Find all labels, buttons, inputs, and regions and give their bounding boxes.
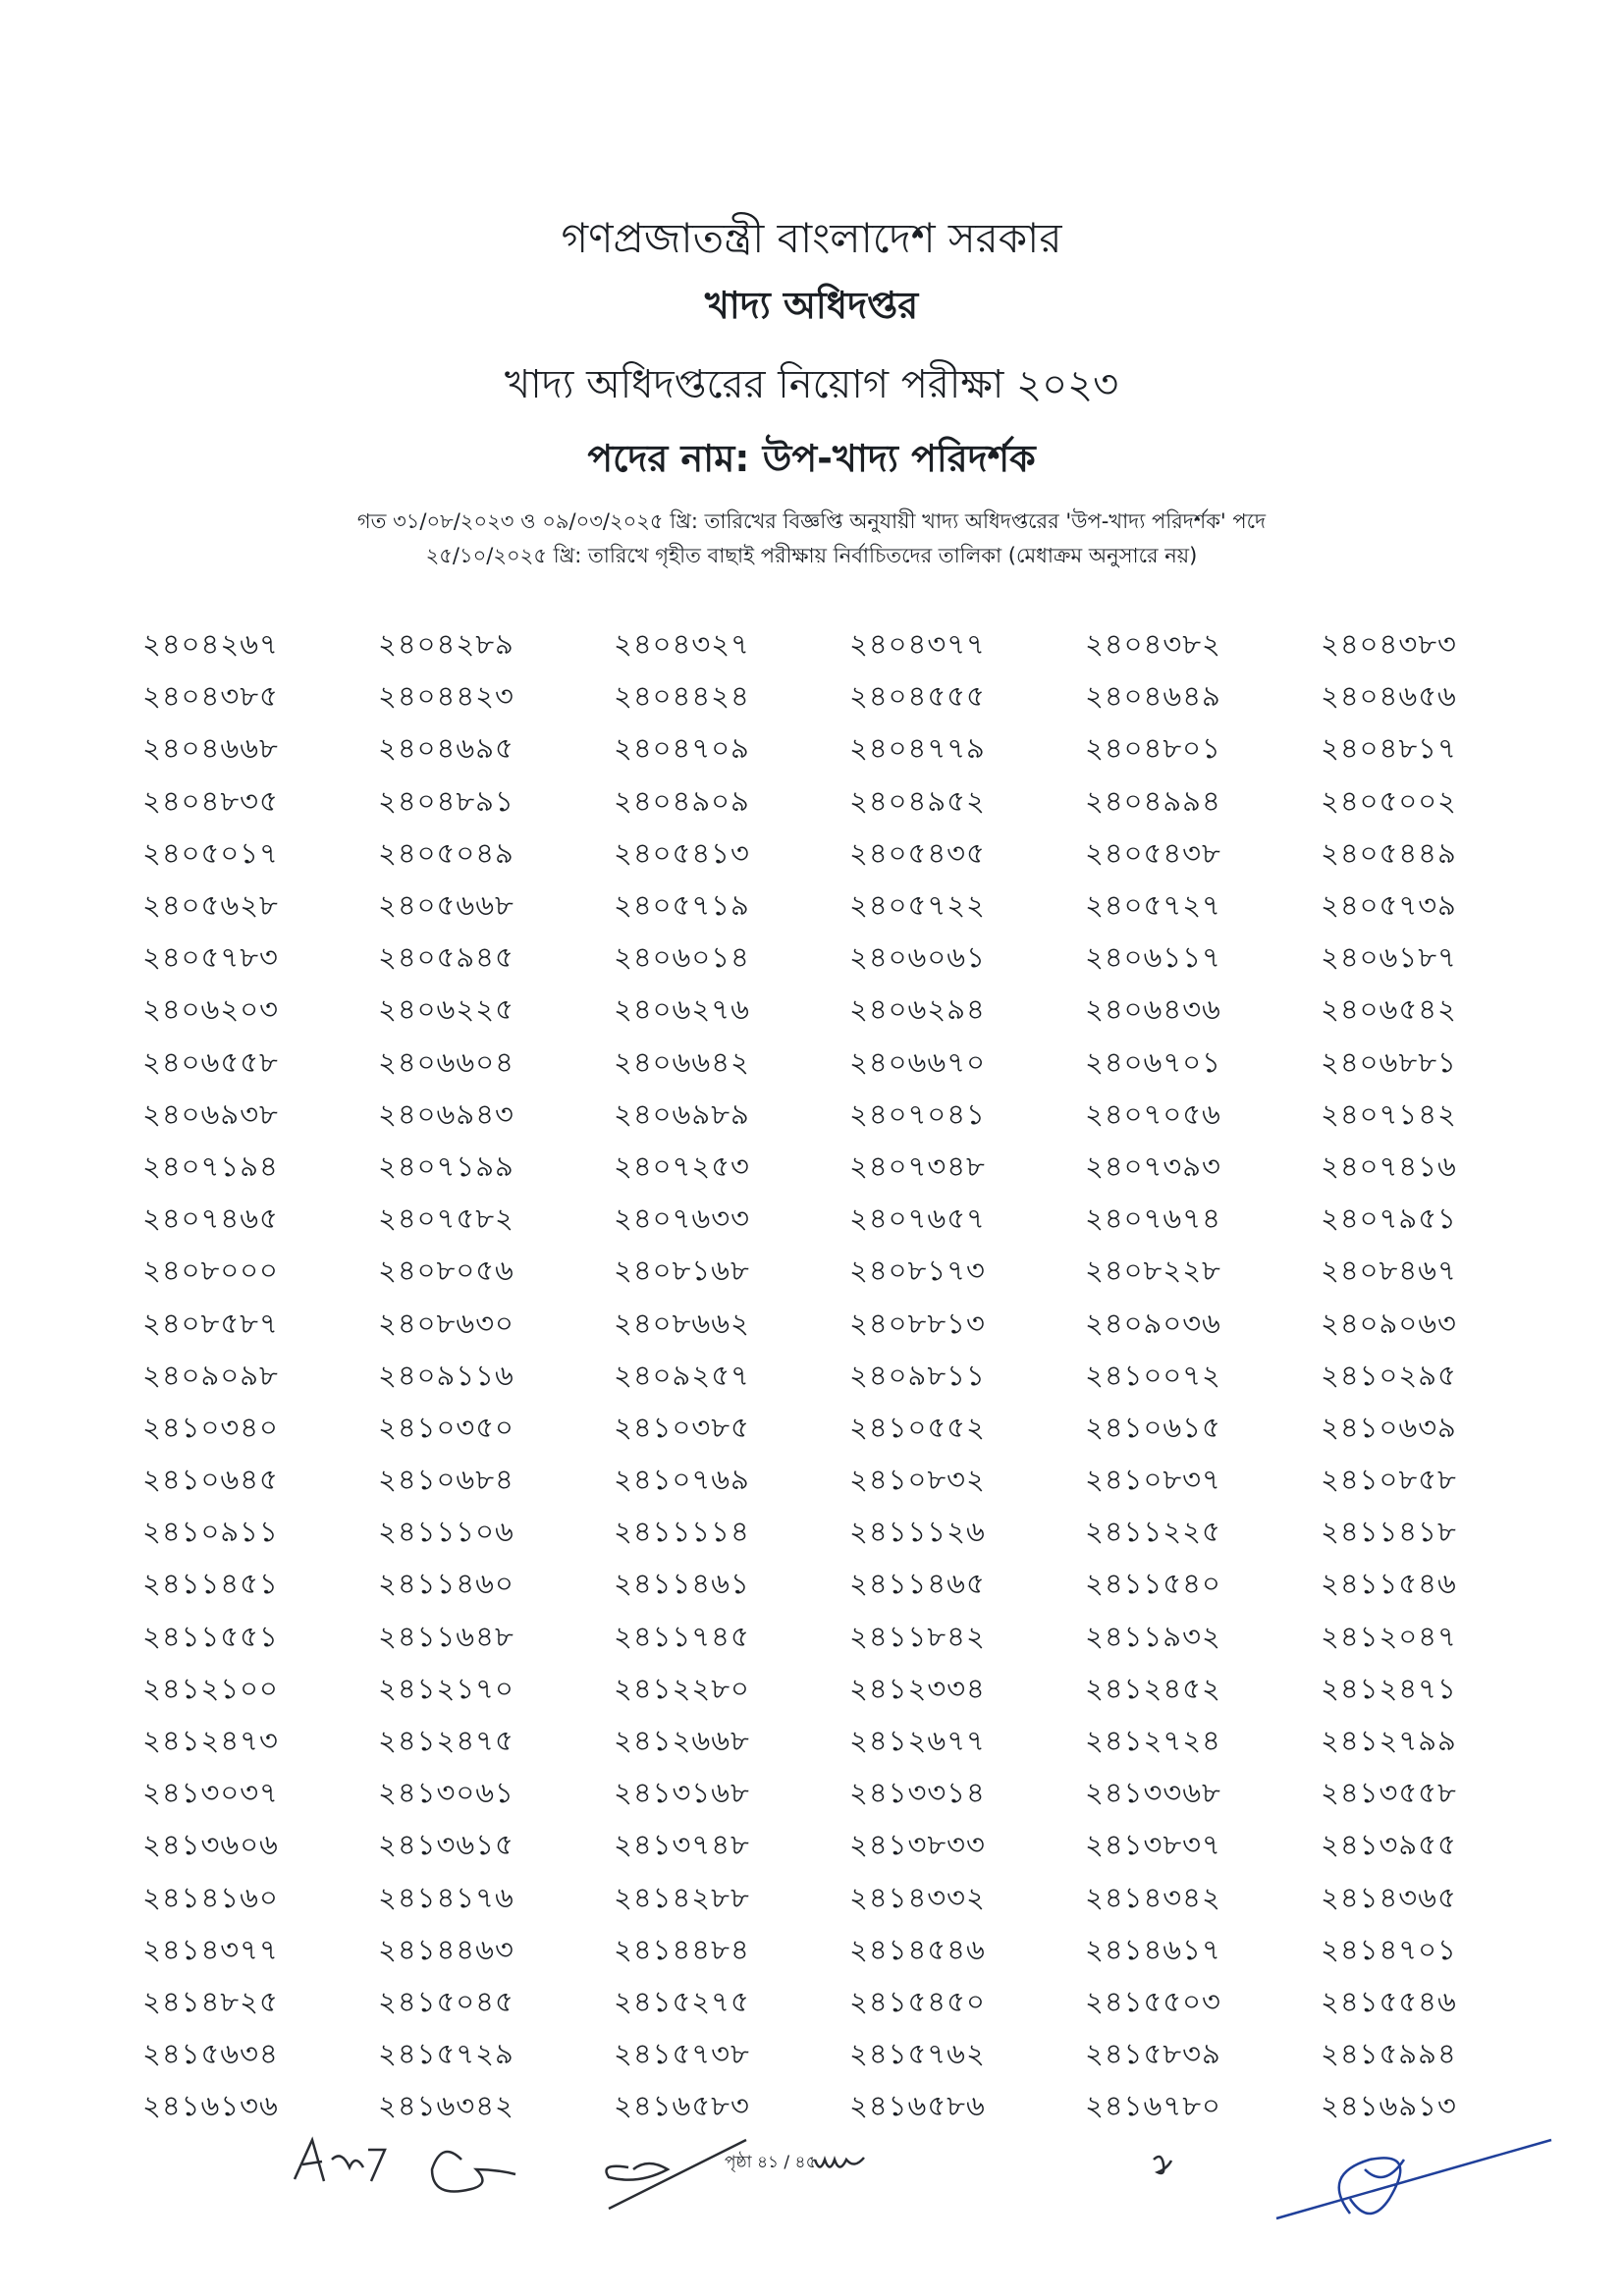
exam-title: খাদ্য অধিদপ্তরের নিয়োগ পরীক্ষা ২০২৩ <box>504 362 1119 407</box>
roll-number: ২৪০৫৬২৮ <box>142 888 279 923</box>
roll-number: ২৪০৮৫৮৭ <box>142 1306 279 1340</box>
roll-number: ২৪১০৩৫০ <box>378 1410 514 1444</box>
roll-number: ২৪১২৭২৪ <box>1085 1724 1221 1758</box>
roll-number: ২৪০৬৮৮১ <box>1321 1044 1457 1079</box>
roll-number: ২৪০৫৯৪৫ <box>378 940 514 975</box>
roll-number: ২৪১৩৮৩৩ <box>849 1828 986 1862</box>
table-row <box>142 1195 1517 1247</box>
roll-number: ২৪০৭০৪১ <box>849 1096 986 1131</box>
table-row <box>142 1613 1517 1665</box>
table-row <box>142 934 1517 986</box>
roll-number: ২৪১৫৭৩৮ <box>614 2037 750 2071</box>
roll-number: ২৪১৩৭৪৮ <box>614 1828 750 1862</box>
table-row <box>142 1978 1517 2030</box>
roll-number: ২৪০৪২৬৭ <box>142 627 279 662</box>
table-row <box>142 1247 1517 1299</box>
roll-number: ২৪০৭১৪২ <box>1321 1096 1457 1131</box>
roll-number: ২৪১৪৪৮৪ <box>614 1932 750 1966</box>
roll-number: ২৪০৬২২৫ <box>378 992 514 1027</box>
roll-number: ২৪০৬৯৪৩ <box>378 1096 514 1131</box>
table-row <box>142 986 1517 1038</box>
roll-number: ২৪০৬২০৩ <box>142 992 279 1027</box>
roll-number: ২৪০৬৬৭০ <box>849 1044 986 1079</box>
roll-number: ২৪০৬০১৪ <box>614 940 750 975</box>
roll-number: ২৪১৩০৬১ <box>378 1776 514 1810</box>
table-row <box>142 1926 1517 1978</box>
roll-number: ২৪১১৯৩২ <box>1085 1619 1221 1653</box>
roll-number: ২৪১১১১৪ <box>614 1515 750 1549</box>
roll-number: ২৪১০৮৩২ <box>849 1463 986 1497</box>
roll-number: ২৪১১৫৪৬ <box>1321 1567 1457 1601</box>
roll-number: ২৪০৬৭০১ <box>1085 1044 1221 1079</box>
roll-number: ২৪০৪৬৬৮ <box>142 731 279 766</box>
roll-number: ২৪০৪৪২৩ <box>378 679 514 714</box>
roll-number: ২৪১৩৫৫৮ <box>1321 1776 1457 1810</box>
roll-number: ২৪০৭২৫৩ <box>614 1148 750 1183</box>
roll-number: ২৪০৫৭৩৯ <box>1321 888 1457 923</box>
roll-number: ২৪০৭৬৭৪ <box>1085 1201 1221 1236</box>
roll-number-table <box>142 620 1517 2134</box>
roll-number: ২৪০৪৩৮৫ <box>142 679 279 714</box>
roll-number: ২৪১১৪৫১ <box>142 1567 279 1601</box>
roll-number: ২৪১১৪৬০ <box>378 1567 514 1601</box>
roll-number: ২৪১৫৫০৩ <box>1085 1984 1221 2018</box>
roll-number: ২৪০৭৩৯৩ <box>1085 1148 1221 1183</box>
roll-number: ২৪১২৪৭১ <box>1321 1671 1457 1705</box>
roll-number: ২৪১০৫৫২ <box>849 1410 986 1444</box>
roll-number: ২৪০৬৫৫৮ <box>142 1044 279 1079</box>
table-row <box>142 777 1517 829</box>
roll-number: ২৪০৮১৬৮ <box>614 1254 750 1288</box>
roll-number: ২৪০৭৪১৬ <box>1321 1148 1457 1183</box>
roll-number: ২৪০৬৬০৪ <box>378 1044 514 1079</box>
roll-number: ২৪০৫৭৮৩ <box>142 940 279 975</box>
roll-number: ২৪১২৭৯৯ <box>1321 1724 1457 1758</box>
table-row <box>142 1874 1517 1926</box>
roll-number: ২৪০৮৬৬২ <box>614 1306 750 1340</box>
roll-number: ২৪১৪৪৬৩ <box>378 1932 514 1966</box>
roll-number: ২৪১২৬৭৭ <box>849 1724 986 1758</box>
roll-number: ২৪১৬৫৮৩ <box>614 2089 750 2123</box>
roll-number: ২৪০৭১৯৪ <box>142 1148 279 1183</box>
roll-number: ২৪১৪৩৬৫ <box>1321 1880 1457 1914</box>
table-row <box>142 1299 1517 1351</box>
roll-number: ২৪০৭৫৮২ <box>378 1201 514 1236</box>
roll-number: ২৪১২৪৫২ <box>1085 1671 1221 1705</box>
table-row <box>142 1821 1517 1873</box>
roll-number: ২৪১৫৭২৯ <box>378 2037 514 2071</box>
post-title: পদের নাম: উপ-খাদ্য পরিদর্শক <box>587 437 1036 480</box>
roll-number: ২৪০৬০৬১ <box>849 940 986 975</box>
roll-number: ২৪১৩১৬৮ <box>614 1776 750 1810</box>
roll-number: ২৪০৪৩৭৭ <box>849 627 986 662</box>
roll-number: ২৪০৫০০২ <box>1321 783 1457 818</box>
roll-number: ২৪১২৪৭৫ <box>378 1724 514 1758</box>
roll-number: ২৪১১৫৪০ <box>1085 1567 1221 1601</box>
table-row <box>142 1404 1517 1456</box>
roll-number: ২৪১০৮৫৮ <box>1321 1463 1457 1497</box>
roll-number: ২৪০৭৬৫৭ <box>849 1201 986 1236</box>
roll-number: ২৪০৮০৫৬ <box>378 1254 514 1288</box>
roll-number: ২৪১০২৯৫ <box>1321 1358 1457 1392</box>
roll-number: ২৪০৬৪৩৬ <box>1085 992 1221 1027</box>
roll-number: ২৪০৫৭১৯ <box>614 888 750 923</box>
roll-number: ২৪১৩৮৩৭ <box>1085 1828 1221 1862</box>
roll-number: ২৪১৬৯১৩ <box>1321 2089 1457 2123</box>
roll-number: ২৪০৮০০০ <box>142 1254 279 1288</box>
roll-number: ২৪০৮২২৮ <box>1085 1254 1221 1288</box>
table-row <box>142 829 1517 881</box>
roll-number: ২৪১৩৯৫৫ <box>1321 1828 1457 1862</box>
roll-number: ২৪০৫৪৩৫ <box>849 835 986 870</box>
roll-number: ২৪০৪৭৭৯ <box>849 731 986 766</box>
roll-number: ২৪১১৫৫১ <box>142 1619 279 1653</box>
roll-number: ২৪০৪৮০১ <box>1085 731 1221 766</box>
government-title: গণপ্রজাতন্ত্রী বাংলাদেশ সরকার <box>561 214 1062 262</box>
roll-number: ২৪১৫৮৩৯ <box>1085 2037 1221 2071</box>
roll-number: ২৪০৭৬৩৩ <box>614 1201 750 1236</box>
roll-number: ২৪০৫০১৭ <box>142 835 279 870</box>
table-row <box>142 881 1517 934</box>
roll-number: ২৪০৬৬৪২ <box>614 1044 750 1079</box>
roll-number: ২৪১০৩৮৫ <box>614 1410 750 1444</box>
roll-number: ২৪১০০৭২ <box>1085 1358 1221 1392</box>
roll-number: ২৪০৪৮৯১ <box>378 783 514 818</box>
table-row <box>142 672 1517 724</box>
table-row <box>142 1456 1517 1508</box>
roll-number: ২৪১২১০০ <box>142 1671 279 1705</box>
roll-number: ২৪০৯০৩৬ <box>1085 1306 1221 1340</box>
roll-number: ২৪১৪৭০১ <box>1321 1932 1457 1966</box>
roll-number: ২৪০৪৬৪৯ <box>1085 679 1221 714</box>
roll-number: ২৪০৯৮১১ <box>849 1358 986 1392</box>
roll-number: ২৪০৪৩২৭ <box>614 627 750 662</box>
roll-number: ২৪০৬২৭৬ <box>614 992 750 1027</box>
roll-number: ২৪১০৩৪০ <box>142 1410 279 1444</box>
roll-number: ২৪১২২৮০ <box>614 1671 750 1705</box>
table-row <box>142 1665 1517 1717</box>
roll-number: ২৪১২৪৭৩ <box>142 1724 279 1758</box>
page-number: পৃষ্ঠা ৪১ / ৪৫ <box>725 2153 817 2172</box>
roll-number: ২৪০৫৪১৩ <box>614 835 750 870</box>
roll-number: ২৪১৪৩৪২ <box>1085 1880 1221 1914</box>
roll-number: ২৪১১৬৪৮ <box>378 1619 514 1653</box>
roll-number: ২৪১১১০৬ <box>378 1515 514 1549</box>
roll-number: ২৪১২১৭০ <box>378 1671 514 1705</box>
table-row <box>142 2030 1517 2082</box>
roll-number: ২৪১৪৫৪৬ <box>849 1932 986 1966</box>
roll-number: ২৪০৬১১৭ <box>1085 940 1221 975</box>
roll-number: ২৪০৮৮১৩ <box>849 1306 986 1340</box>
roll-number: ২৪০৭৩৪৮ <box>849 1148 986 1183</box>
table-row <box>142 620 1517 672</box>
roll-number: ২৪০৪৯৯৪ <box>1085 783 1221 818</box>
roll-number: ২৪০৪৬৫৬ <box>1321 679 1457 714</box>
table-row <box>142 1039 1517 1091</box>
roll-number: ২৪১৬৫৮৬ <box>849 2089 986 2123</box>
roll-number: ২৪১৩৬০৬ <box>142 1828 279 1862</box>
roll-number: ২৪০৬৯৩৮ <box>142 1096 279 1131</box>
roll-number: ২৪১৪৩৩২ <box>849 1880 986 1914</box>
roll-number: ২৪১১৭৪৫ <box>614 1619 750 1653</box>
roll-number: ২৪০৪৮১৭ <box>1321 731 1457 766</box>
roll-number: ২৪০৪৫৫৫ <box>849 679 986 714</box>
table-row <box>142 1560 1517 1612</box>
roll-number: ২৪০৭০৫৬ <box>1085 1096 1221 1131</box>
roll-number: ২৪০৬৯৮৯ <box>614 1096 750 1131</box>
signatures-footer <box>0 2120 1623 2268</box>
roll-number: ২৪১৪৩৭৭ <box>142 1932 279 1966</box>
roll-number: ২৪০৮১৭৩ <box>849 1254 986 1288</box>
roll-number: ২৪০৪৭০৯ <box>614 731 750 766</box>
roll-number: ২৪১১২২৫ <box>1085 1515 1221 1549</box>
roll-number: ২৪১৫৭৬২ <box>849 2037 986 2071</box>
roll-number: ২৪১৪৬১৭ <box>1085 1932 1221 1966</box>
roll-number: ২৪১৬৩৪২ <box>378 2089 514 2123</box>
roll-number: ২৪১১৪১৮ <box>1321 1515 1457 1549</box>
description-line-2: ২৫/১০/২০২৫ খ্রি: তারিখে গৃহীত বাছাই পরীক্ষায় নির্বাচিতদের তালিকা (মেধাক্রম অনুসারে নয়) <box>425 544 1198 567</box>
roll-number: ২৪১০৯১১ <box>142 1515 279 1549</box>
roll-number: ২৪১১৪৬৫ <box>849 1567 986 1601</box>
table-row <box>142 1352 1517 1404</box>
roll-number: ২৪১৪২৮৮ <box>614 1880 750 1914</box>
roll-number: ২৪১৩৩১৪ <box>849 1776 986 1810</box>
roll-number: ২৪০৫৭২৭ <box>1085 888 1221 923</box>
roll-number: ২৪০৯২৫৭ <box>614 1358 750 1392</box>
roll-number: ২৪১৬৭৮০ <box>1085 2089 1221 2123</box>
roll-number: ২৪০৫৪৩৮ <box>1085 835 1221 870</box>
roll-number: ২৪১৪৮২৫ <box>142 1984 279 2018</box>
roll-number: ২৪০৬৫৪২ <box>1321 992 1457 1027</box>
roll-number: ২৪১০৮৩৭ <box>1085 1463 1221 1497</box>
roll-number: ২৪০৪৯৫২ <box>849 783 986 818</box>
roll-number: ২৪০৪২৮৯ <box>378 627 514 662</box>
roll-number: ২৪০৯০৯৮ <box>142 1358 279 1392</box>
department-title: খাদ্য অধিদপ্তর <box>704 284 919 327</box>
roll-number: ২৪১০৬১৫ <box>1085 1410 1221 1444</box>
roll-number: ২৪১৫৬৩৪ <box>142 2037 279 2071</box>
roll-number: ২৪১৫৯৯৪ <box>1321 2037 1457 2071</box>
roll-number: ২৪১৩৬১৫ <box>378 1828 514 1862</box>
roll-number: ২৪১২৬৬৮ <box>614 1724 750 1758</box>
roll-number: ২৪০৪৬৯৫ <box>378 731 514 766</box>
table-row <box>142 1717 1517 1769</box>
roll-number: ২৪১১৮৪২ <box>849 1619 986 1653</box>
roll-number: ২৪১৫৫৪৬ <box>1321 1984 1457 2018</box>
roll-number: ২৪১০৬৩৯ <box>1321 1410 1457 1444</box>
table-row <box>142 724 1517 776</box>
roll-number: ২৪০৫৭২২ <box>849 888 986 923</box>
roll-number: ২৪১১৪৬১ <box>614 1567 750 1601</box>
roll-number: ২৪১২৩৩৪ <box>849 1671 986 1705</box>
roll-number: ২৪০৯১১৬ <box>378 1358 514 1392</box>
roll-number: ২৪১৬১৩৬ <box>142 2089 279 2123</box>
roll-number: ২৪০৪৪২৪ <box>614 679 750 714</box>
roll-number: ২৪০৭৪৬৫ <box>142 1201 279 1236</box>
roll-number: ২৪০৪৩৮৩ <box>1321 627 1457 662</box>
roll-number: ২৪০৫০৪৯ <box>378 835 514 870</box>
table-row <box>142 1143 1517 1195</box>
roll-number: ২৪১০৭৬৯ <box>614 1463 750 1497</box>
roll-number: ২৪০৫৬৬৮ <box>378 888 514 923</box>
roll-number: ২৪১৩০৩৭ <box>142 1776 279 1810</box>
roll-number: ২৪০৮৪৬৭ <box>1321 1254 1457 1288</box>
roll-number: ২৪০৪৯০৯ <box>614 783 750 818</box>
roll-number: ২৪১৪১৬০ <box>142 1880 279 1914</box>
roll-number: ২৪১০৬৪৫ <box>142 1463 279 1497</box>
roll-number: ২৪১০৬৮৪ <box>378 1463 514 1497</box>
roll-number: ২৪১৫০৪৫ <box>378 1984 514 2018</box>
roll-number: ২৪০৭৯৫১ <box>1321 1201 1457 1236</box>
roll-number: ২৪১৫২৭৫ <box>614 1984 750 2018</box>
roll-number: ২৪০৬২৯৪ <box>849 992 986 1027</box>
roll-number: ২৪১১১২৬ <box>849 1515 986 1549</box>
roll-number: ২৪০৬১৮৭ <box>1321 940 1457 975</box>
roll-number: ২৪১৫৪৫০ <box>849 1984 986 2018</box>
roll-number: ২৪১২০৪৭ <box>1321 1619 1457 1653</box>
table-row <box>142 1508 1517 1560</box>
table-row <box>142 1091 1517 1143</box>
roll-number: ২৪০৮৬৩০ <box>378 1306 514 1340</box>
roll-number: ২৪১৩৩৬৮ <box>1085 1776 1221 1810</box>
roll-number: ২৪০৯০৬৩ <box>1321 1306 1457 1340</box>
roll-number: ২৪১৪১৭৬ <box>378 1880 514 1914</box>
signatures-icon <box>0 2120 1623 2268</box>
roll-number: ২৪০৪৩৮২ <box>1085 627 1221 662</box>
roll-number: ২৪০৫৪৪৯ <box>1321 835 1457 870</box>
roll-number: ২৪০৪৮৩৫ <box>142 783 279 818</box>
table-row <box>142 1769 1517 1821</box>
description-line-1: গত ৩১/০৮/২০২৩ ও ০৯/০৩/২০২৫ খ্রি: তারিখের বিজ্ঞপ্তি অনুযায়ী খাদ্য অধিদপ্তরের 'উপ-খাদ্য পরিদর্শক' পদে <box>356 509 1267 533</box>
roll-number: ২৪০৭১৯৯ <box>378 1148 514 1183</box>
